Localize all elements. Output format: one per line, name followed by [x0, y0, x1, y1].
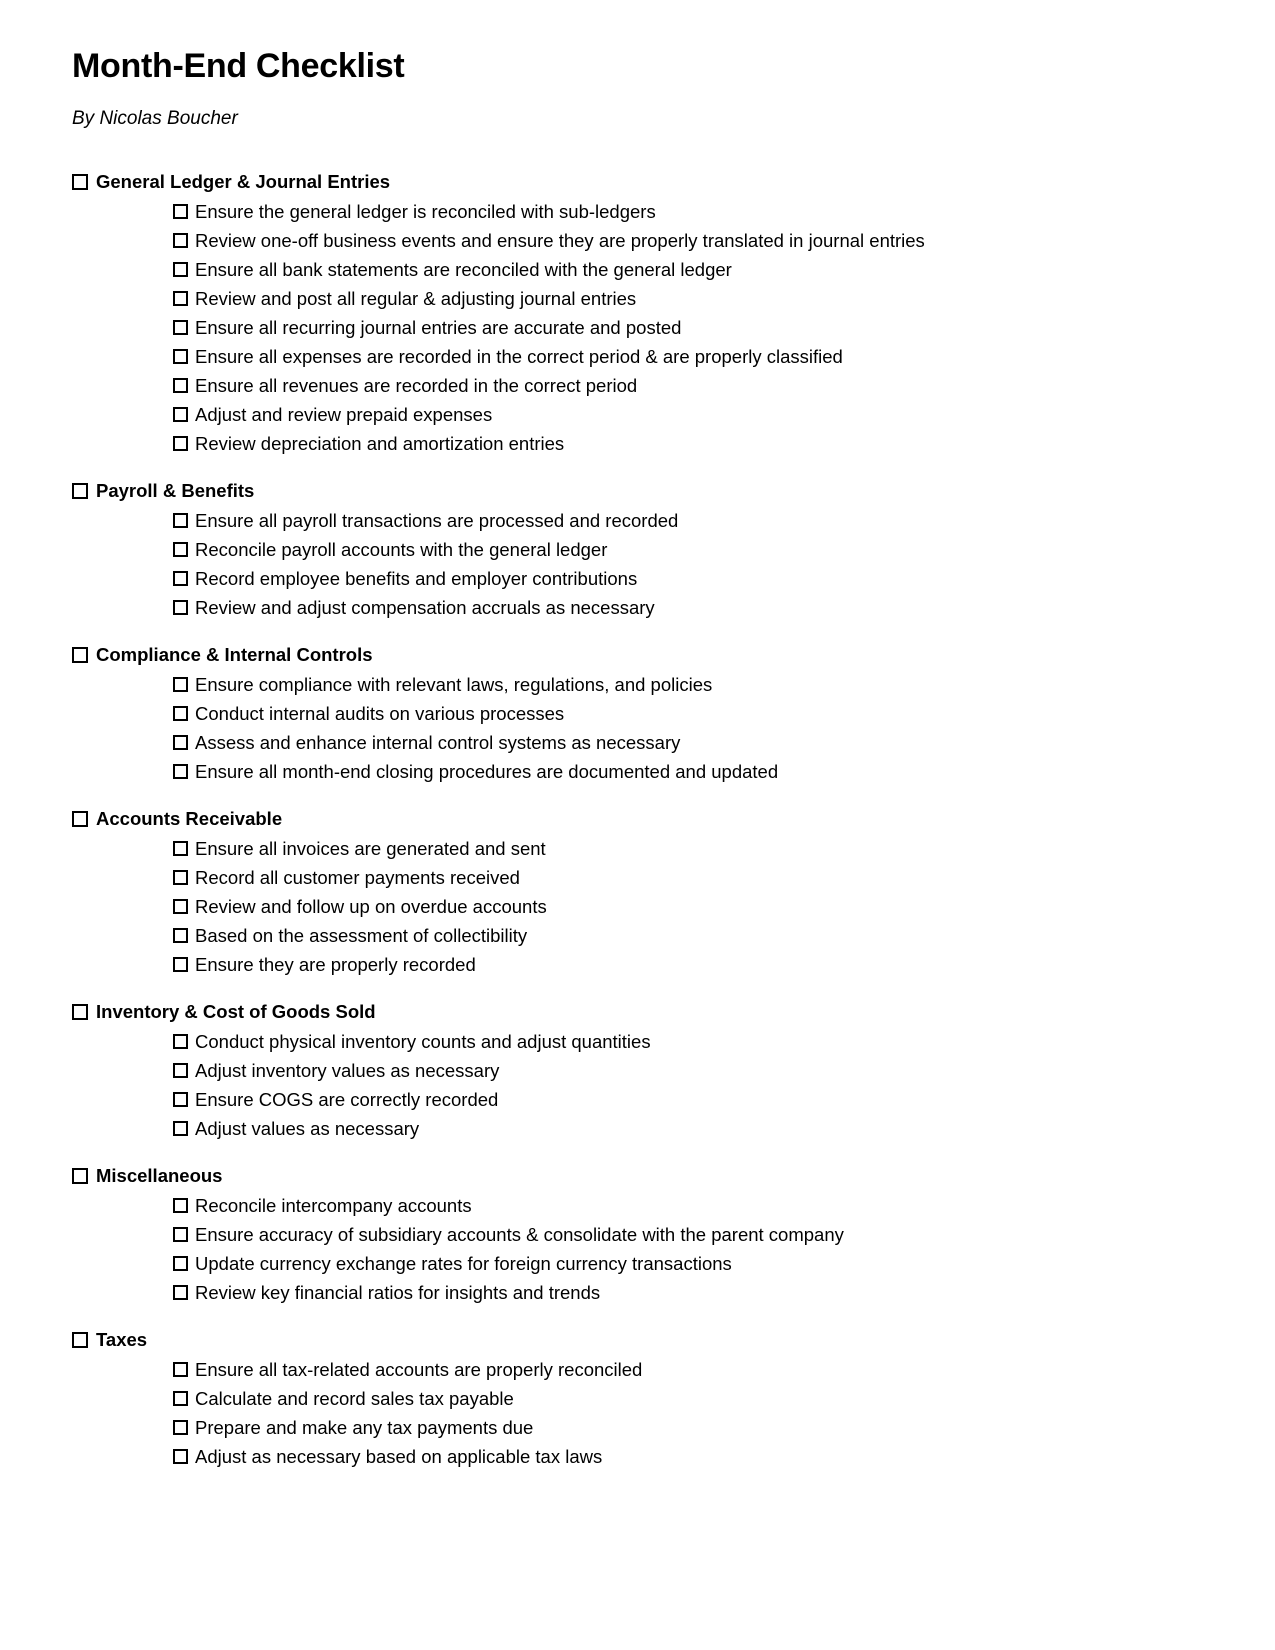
empty-checkbox-icon[interactable]	[173, 262, 188, 277]
empty-checkbox-icon[interactable]	[173, 320, 188, 335]
empty-checkbox-icon[interactable]	[173, 899, 188, 914]
checklist-item[interactable]	[72, 400, 1215, 429]
empty-checkbox-icon[interactable]	[72, 174, 88, 190]
checklist-item-label: Ensure the general ledger is reconciled with sub-ledgers	[195, 200, 656, 222]
checklist-item-label: Prepare and make any tax payments due	[195, 1416, 534, 1438]
checklist-section	[72, 805, 1215, 979]
checklist	[72, 168, 1215, 1471]
section-items	[72, 1355, 1215, 1471]
checklist-item[interactable]	[72, 564, 1215, 593]
checklist-item[interactable]	[72, 1220, 1215, 1249]
checklist-item-label: Adjust as necessary based on applicable tax laws	[195, 1445, 603, 1467]
section-title: Inventory & Cost of Goods Sold	[96, 1001, 376, 1023]
empty-checkbox-icon[interactable]	[173, 1227, 188, 1242]
checklist-item[interactable]	[72, 1056, 1215, 1085]
checklist-item[interactable]	[72, 1249, 1215, 1278]
checklist-item-label: Ensure accuracy of subsidiary accounts & consolidate with the parent company	[195, 1223, 844, 1245]
empty-checkbox-icon[interactable]	[173, 378, 188, 393]
checklist-item[interactable]	[72, 757, 1215, 786]
section-title: Payroll & Benefits	[96, 480, 255, 502]
empty-checkbox-icon[interactable]	[173, 513, 188, 528]
empty-checkbox-icon[interactable]	[173, 542, 188, 557]
checklist-section	[72, 998, 1215, 1143]
checklist-item-label: Ensure they are properly recorded	[195, 953, 476, 975]
empty-checkbox-icon[interactable]	[72, 1004, 88, 1020]
page-title: Month-End Checklist	[72, 47, 405, 85]
checklist-item[interactable]	[72, 429, 1215, 458]
section-header[interactable]	[72, 477, 1215, 505]
empty-checkbox-icon[interactable]	[72, 483, 88, 499]
empty-checkbox-icon[interactable]	[173, 1063, 188, 1078]
empty-checkbox-icon[interactable]	[72, 1332, 88, 1348]
empty-checkbox-icon[interactable]	[173, 291, 188, 306]
empty-checkbox-icon[interactable]	[173, 1256, 188, 1271]
checklist-item-label: Ensure all payroll transactions are processed and recorded	[195, 509, 679, 531]
checklist-item-label: Ensure all month-end closing procedures are documented and updated	[195, 760, 779, 782]
checklist-item[interactable]	[72, 593, 1215, 622]
empty-checkbox-icon[interactable]	[173, 841, 188, 856]
checklist-item-label: Ensure COGS are correctly recorded	[195, 1088, 499, 1110]
section-items	[72, 834, 1215, 979]
empty-checkbox-icon[interactable]	[173, 677, 188, 692]
checklist-item[interactable]	[72, 1114, 1215, 1143]
checklist-item-label: Ensure all tax-related accounts are properly reconciled	[195, 1358, 643, 1380]
checklist-item[interactable]	[72, 1442, 1215, 1471]
section-header[interactable]	[72, 805, 1215, 833]
section-header[interactable]	[72, 641, 1215, 669]
checklist-item-label: Adjust and review prepaid expenses	[195, 403, 493, 425]
checklist-item-label: Ensure all expenses are recorded in the correct period & are properly classified	[195, 345, 843, 367]
empty-checkbox-icon[interactable]	[173, 600, 188, 615]
empty-checkbox-icon[interactable]	[173, 1092, 188, 1107]
section-title: Miscellaneous	[96, 1165, 223, 1187]
empty-checkbox-icon[interactable]	[173, 1034, 188, 1049]
checklist-item-label: Ensure all bank statements are reconciled with the general ledger	[195, 258, 732, 280]
checklist-item-label: Based on the assessment of collectibility	[195, 924, 528, 946]
checklist-item-label: Ensure all recurring journal entries are accurate and posted	[195, 316, 682, 338]
checklist-item[interactable]	[72, 699, 1215, 728]
section-items	[72, 1027, 1215, 1143]
section-header[interactable]	[72, 168, 1215, 196]
empty-checkbox-icon[interactable]	[173, 407, 188, 422]
checklist-item-label: Review and follow up on overdue accounts	[195, 895, 547, 917]
empty-checkbox-icon[interactable]	[173, 706, 188, 721]
checklist-item[interactable]	[72, 1278, 1215, 1307]
empty-checkbox-icon[interactable]	[173, 957, 188, 972]
checklist-item[interactable]	[72, 342, 1215, 371]
section-header[interactable]	[72, 998, 1215, 1026]
checklist-item-label: Ensure all invoices are generated and sent	[195, 837, 546, 859]
checklist-item[interactable]	[72, 313, 1215, 342]
section-title: Compliance & Internal Controls	[96, 644, 373, 666]
empty-checkbox-icon[interactable]	[173, 928, 188, 943]
empty-checkbox-icon[interactable]	[173, 349, 188, 364]
empty-checkbox-icon[interactable]	[173, 233, 188, 248]
checklist-item-label: Conduct physical inventory counts and adjust quantities	[195, 1030, 651, 1052]
section-title: Accounts Receivable	[96, 808, 283, 830]
checklist-section	[72, 641, 1215, 786]
checklist-item-label: Reconcile intercompany accounts	[195, 1194, 472, 1216]
section-title: General Ledger & Journal Entries	[96, 171, 391, 193]
checklist-item-label: Adjust values as necessary	[195, 1117, 420, 1139]
checklist-item[interactable]	[72, 1355, 1215, 1384]
empty-checkbox-icon[interactable]	[173, 870, 188, 885]
empty-checkbox-icon[interactable]	[173, 571, 188, 586]
empty-checkbox-icon[interactable]	[173, 1285, 188, 1300]
checklist-item-label: Review and post all regular & adjusting journal entries	[195, 287, 637, 309]
checklist-item[interactable]	[72, 371, 1215, 400]
section-header[interactable]	[72, 1326, 1215, 1354]
section-header[interactable]	[72, 1162, 1215, 1190]
checklist-item[interactable]	[72, 1027, 1215, 1056]
checklist-item[interactable]	[72, 197, 1215, 226]
checklist-item[interactable]	[72, 535, 1215, 564]
checklist-item-label: Adjust inventory values as necessary	[195, 1059, 500, 1081]
section-items	[72, 670, 1215, 786]
checklist-item[interactable]	[72, 1384, 1215, 1413]
checklist-item-label: Review and adjust compensation accruals as necessary	[195, 596, 655, 618]
checklist-section	[72, 168, 1215, 458]
checklist-item[interactable]	[72, 921, 1215, 950]
empty-checkbox-icon[interactable]	[173, 204, 188, 219]
checklist-item[interactable]	[72, 255, 1215, 284]
checklist-section	[72, 477, 1215, 622]
checklist-item-label: Record all customer payments received	[195, 866, 520, 888]
section-items	[72, 1191, 1215, 1307]
empty-checkbox-icon[interactable]	[173, 1449, 188, 1464]
empty-checkbox-icon[interactable]	[173, 764, 188, 779]
empty-checkbox-icon[interactable]	[72, 647, 88, 663]
checklist-item-label: Reconcile payroll accounts with the general ledger	[195, 538, 608, 560]
checklist-item[interactable]	[72, 892, 1215, 921]
checklist-item[interactable]	[72, 226, 1215, 255]
empty-checkbox-icon[interactable]	[173, 1362, 188, 1377]
section-title: Taxes	[96, 1329, 148, 1351]
checklist-item-label: Review one-off business events and ensure they are properly translated in journal entries	[195, 229, 925, 251]
checklist-item[interactable]	[72, 834, 1215, 863]
checklist-item-label: Assess and enhance internal control systems as necessary	[195, 731, 681, 753]
checklist-item[interactable]	[72, 670, 1215, 699]
checklist-item-label: Conduct internal audits on various processes	[195, 702, 565, 724]
checklist-item-label: Ensure compliance with relevant laws, regulations, and policies	[195, 673, 713, 695]
checklist-item[interactable]	[72, 284, 1215, 313]
checklist-section	[72, 1326, 1215, 1471]
checklist-item[interactable]	[72, 1085, 1215, 1114]
checklist-item-label: Record employee benefits and employer contributions	[195, 567, 638, 589]
checklist-item[interactable]	[72, 950, 1215, 979]
empty-checkbox-icon[interactable]	[173, 1420, 188, 1435]
empty-checkbox-icon[interactable]	[72, 811, 88, 827]
checklist-item-label: Ensure all revenues are recorded in the correct period	[195, 374, 638, 396]
checklist-item-label: Review key financial ratios for insights and trends	[195, 1281, 601, 1303]
empty-checkbox-icon[interactable]	[173, 735, 188, 750]
empty-checkbox-icon[interactable]	[173, 436, 188, 451]
empty-checkbox-icon[interactable]	[173, 1391, 188, 1406]
checklist-section	[72, 1162, 1215, 1307]
empty-checkbox-icon[interactable]	[173, 1121, 188, 1136]
section-items	[72, 506, 1215, 622]
checklist-item-label: Update currency exchange rates for foreign currency transactions	[195, 1252, 732, 1274]
checklist-item[interactable]	[72, 728, 1215, 757]
section-items	[72, 197, 1215, 458]
empty-checkbox-icon[interactable]	[173, 1198, 188, 1213]
checklist-item[interactable]	[72, 863, 1215, 892]
author-byline: By Nicolas Boucher	[72, 108, 238, 130]
checklist-item-label: Calculate and record sales tax payable	[195, 1387, 514, 1409]
empty-checkbox-icon[interactable]	[72, 1168, 88, 1184]
checklist-item-label: Review depreciation and amortization entries	[195, 432, 565, 454]
checklist-item[interactable]	[72, 1191, 1215, 1220]
checklist-item[interactable]	[72, 506, 1215, 535]
checklist-item[interactable]	[72, 1413, 1215, 1442]
